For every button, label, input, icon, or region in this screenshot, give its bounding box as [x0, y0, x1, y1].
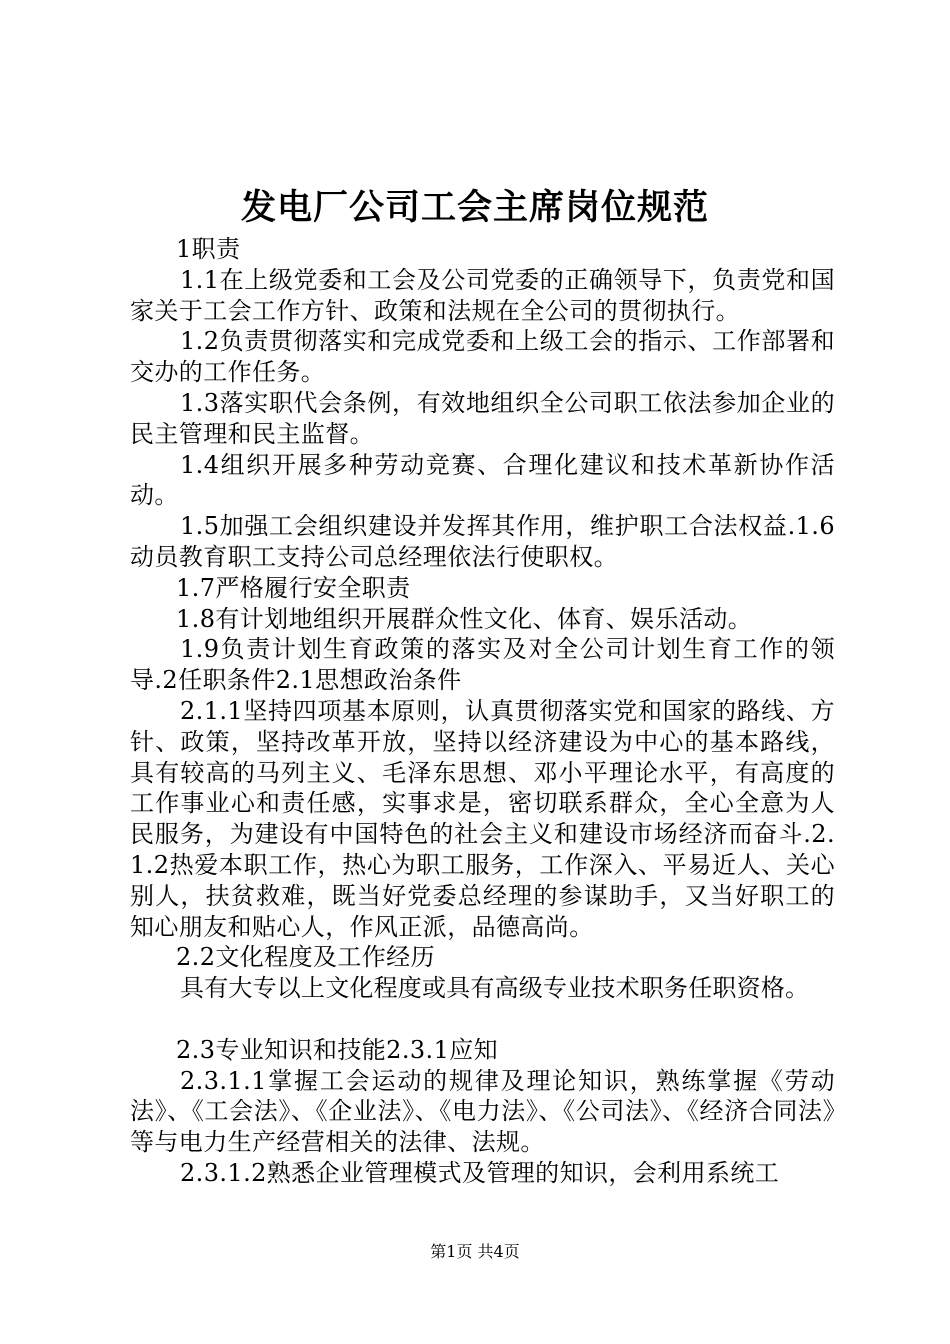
section-heading-duties: 1职责 [176, 235, 241, 263]
paragraph-1-8: 1.8有计划地组织开展群众性文化、体育、娱乐活动。 [176, 604, 753, 633]
paragraph-1-4: 1.4组织开展多种劳动竞赛、合理化建议和技术革新协作活动。 [130, 450, 835, 510]
paragraph-1-3: 1.3落实职代会条例，有效地组织全公司职工依法参加企业的民主管理和民主监督。 [130, 388, 835, 448]
paragraph-2-3-1-2: 2.3.1.2熟悉企业管理模式及管理的知识，会利用系统工 [180, 1158, 780, 1187]
section-heading-knowledge: 2.3专业知识和技能2.3.1应知 [176, 1035, 499, 1064]
paragraph-spacer [130, 1004, 835, 1035]
paragraph-1-1: 1.1在上级党委和工会及公司党委的正确领导下，负责党和国家关于工会工作方针、政策和法规在全公司的贯彻执行。 [130, 265, 835, 325]
paragraph-education-requirement: 具有大专以上文化程度或具有高级专业技术职务任职资格。 [180, 974, 810, 1003]
document-title: 发电厂公司工会主席岗位规范 [240, 187, 709, 228]
paragraph-1-5: 1.5加强工会组织建设并发挥其作用，维护职工合法权益.1.6动员教育职工支持公司总经理依法行使职权。 [130, 512, 835, 571]
paragraph-2-1-1: 2.1.1坚持四项基本原则，认真贯彻落实党和国家的路线、方针、政策，坚持改革开放，坚持以经济建设为中心的基本路线，具有较高的马列主义、毛泽东思想、邓小平理论水平，有高度的工作事业心和责任感，实事求是，密切联系群众，全心全意为人民服务，为建设有中国特色的社会主义和建设市场经济而奋斗.2.1.2热爱本职工作，热心为职工服务，工作深入、平易近人、关心别人，扶贫救难，既当好党委总经理的参谋助手，又当好职工的知心朋友和贴心人，作风正派，品德高尚。 [130, 696, 835, 941]
document-body [130, 234, 835, 1189]
paragraph-1-7: 1.7严格履行安全职责 [176, 573, 411, 602]
paragraph-1-9: 1.9负责计划生育政策的落实及对全公司计划生育工作的领导.2任职条件2.1思想政治条件 [130, 635, 835, 695]
paragraph-1-2: 1.2负责贯彻落实和完成党委和上级工会的指示、工作部署和交办的工作任务。 [130, 327, 835, 387]
page-footer: 第1页 共4页 [430, 1242, 520, 1261]
paragraph-2-3-1-1: 2.3.1.1掌握工会运动的规律及理论知识，熟练掌握《劳动法》、《工会法》、《企业法》、《电力法》、《公司法》、《经济合同法》等与电力生产经营相关的法律、法规。 [130, 1066, 835, 1157]
section-heading-education: 2.2文化程度及工作经历 [176, 943, 435, 972]
